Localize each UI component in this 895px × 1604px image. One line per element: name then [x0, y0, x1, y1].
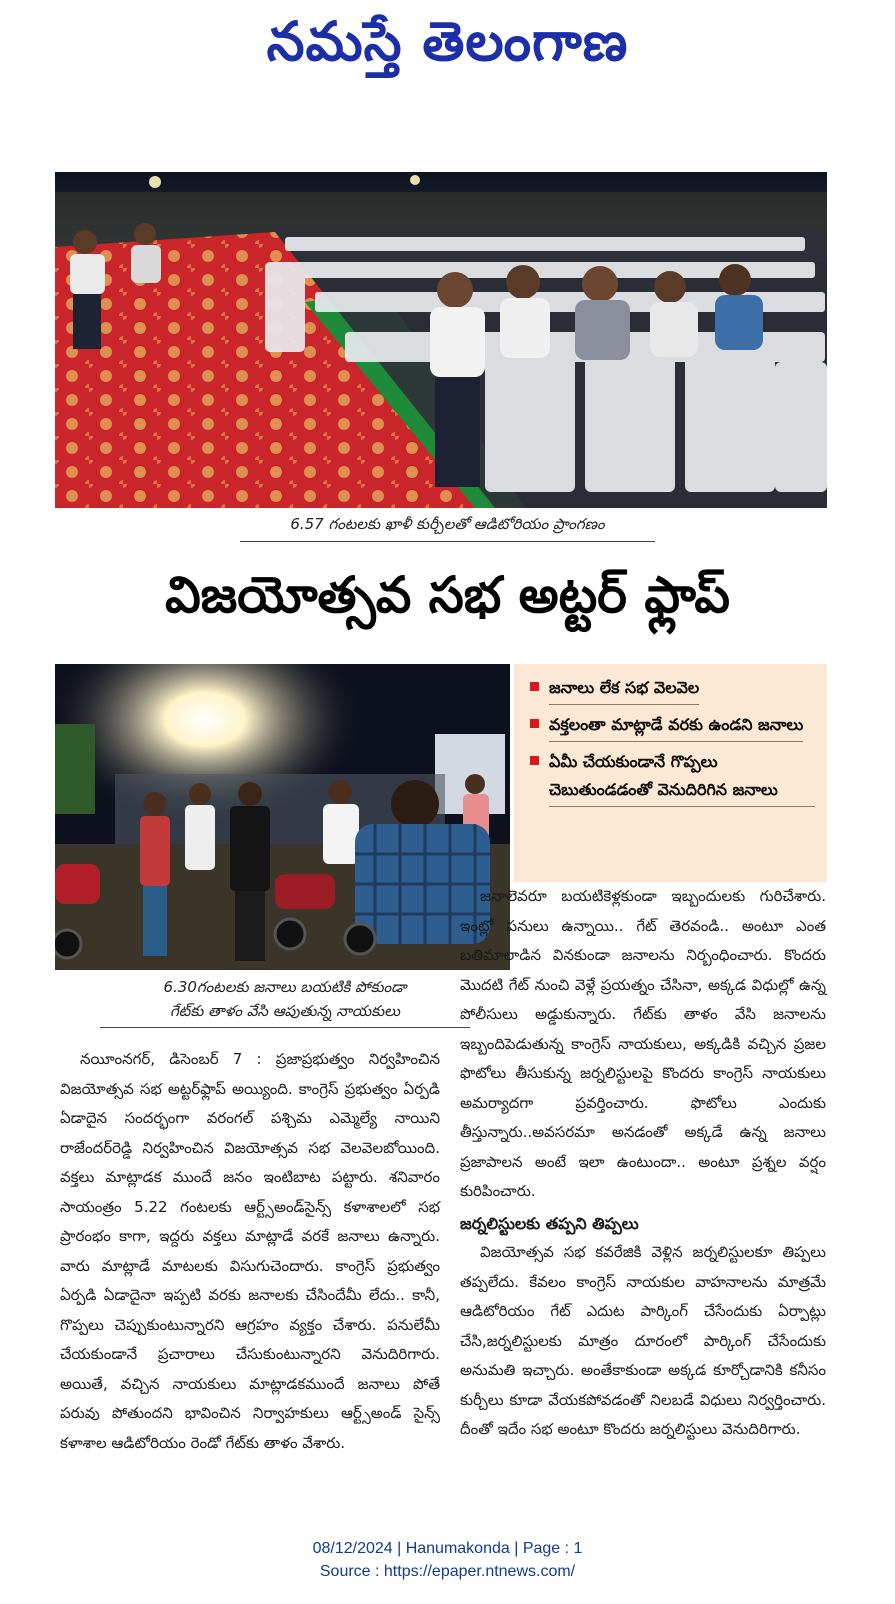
highlight-text: వక్తలంతా మాట్లాడే వరకు ఉండని జనాలు — [549, 711, 803, 742]
article-left-column — [60, 1045, 440, 1458]
article-paragraph: జనాలెవరూ బయటికెళ్లకుండా ఇబ్బందులకు గురిచేశారు. ఇంట్లో పనులు ఉన్నాయి.. గేట్ తెరవండి.. అంటూ ఎంత బతిమాలాడిన వినకుండా జనాలను నిర్బంధించారు. కొందరు మొదటి గేట్ నుంచి వెళ్లే ప్రయత్నం చేసినా, అక్కడ విధుల్లో ఉన్న పోలీసులు అడ్డుకున్నారు. గేట్‌కు తాళం వేసి జనాలను ఇబ్బందిపెడుతున్న కాంగ్రెస్ నాయకులు, అక్కడికి వచ్చిన ప్రజల ఫొటోలు తీసుకున్న జర్నలిస్టులపై కొందరు కాంగ్రెస్ నాయకులు అమర్యాదగా ప్రవర్తించారు. ఫొటోలు ఎందుకు తీస్తున్నారు..అవసరమా అనడంతో అక్కడే ఉన్న జనాలు ప్రజాపాలన అంటే ఇలా ఉంటుందా.. అంటూ ప్రశ్నల వర్షం కురిపించారు. — [460, 887, 826, 1200]
bullet-icon — [530, 719, 539, 728]
photo-gate-locked — [55, 664, 510, 970]
photo2-caption-line2: గేట్‌కు తాళం వేసి ఆపుతున్న నాయకులు — [170, 1002, 400, 1020]
masthead-title: నమస్తే తెలంగాణ — [266, 10, 629, 73]
highlight-text: జనాలు లేక సభ వెలవెల — [549, 674, 699, 705]
article-right-column — [460, 882, 826, 1445]
photo2-caption — [100, 975, 470, 1028]
bullet-icon — [530, 682, 539, 691]
article-paragraph: విజయోత్సవ సభ కవరేజికి వెళ్లిన జర్నలిస్టులకూ తిప్పలు తప్పలేదు. కేవలం కాంగ్రెస్ నాయకుల వాహనాలను మాత్రమే ఆడిటోరియం గేట్ ఎదుట పార్కింగ్ చేసేందుకు ఏర్పాట్లు చేసి,జర్నలిస్టులకు మాత్రం దూరంలో పార్కింగ్ చేసేందుకు అనుమతి ఇచ్చారు. అంతేకాకుండా అక్కడ కూర్చోడానికి కనీసం కుర్చీలు కూడా వేయకపోవడంతో నిలబడే విధులు నిర్వర్తించారు. దీంతో ఇదేం సభ అంటూ కొందరు జర్నలిస్టులు వెనుదిరిగారు. — [460, 1243, 826, 1438]
article-paragraph: నయీంనగర్, డిసెంబర్ 7 : ప్రజాప్రభుత్వం నిర్వహించిన విజయోత్సవ సభ అట్టర్‌ఫ్లాప్ అయ్యింది. కాంగ్రెస్ ప్రభుత్వం ఏర్పడి ఏడాదైన సందర్భంగా వరంగల్ పశ్చిమ ఎమ్మెల్యే నాయిని రాజేందర్‌రెడ్డి నిర్వహించిన విజయోత్సవ సభ వెలవెలబోయింది. వక్తలు మాట్లాడక ముందే జనం ఇంటిబాట పట్టారు. శనివారం సాయంత్రం 5.22 గంటలకు ఆర్ట్స్‌అండ్‌సైన్స్ కళాశాలలో సభ ప్రారంభం కాగా, ఇద్దరు వక్తలు మాట్లాడే వరకే జనాలు ఉన్నారు. వారు మాట్లాడే మాటలకు విసుగుచెందారు. కాంగ్రెస్ ప్రభుత్వం ఏర్పడి ఏడాదైనా ఇప్పటి వరకు జనాలకు చేసిందేమీ లేదు.. కానీ, గొప్పలు చెప్పుకుంటున్నారని ఆగ్రహం వ్యక్తం చేశారు. పనులేమీ చేయకుండానే ప్రచారాలు చేసుకుంటున్నారని వెనుదిరిగారు. అయితే, వచ్చిన నాయకులు మాట్లాడకముందే జనాలు పోతే పరువు పోతుందని భావించిన నిర్వాహకులు ఆర్ట్స్‌అండ్ సైన్స్ కళాశాల ఆడిటోరియం రెండో గేట్‌కు తాళం వేశారు. — [60, 1050, 440, 1452]
photo-gate-locked-art — [55, 664, 510, 970]
photo-empty-chairs — [55, 172, 827, 508]
footer-source: Source : https://epaper.ntnews.com/ — [319, 1563, 576, 1580]
photo-empty-chairs-art — [55, 172, 827, 508]
photo1-caption: 6.57 గంటలకు ఖాళీ కుర్చీలతో ఆడిటోరియం ప్రాంగణం — [240, 515, 655, 542]
highlight-item — [530, 674, 815, 705]
footer-date-edition: 08/12/2024 | Hanumakonda | Page : 1 — [312, 1540, 583, 1557]
highlight-item — [530, 748, 815, 807]
highlight-text: ఏమీ చేయకుండానే గొప్పలు చెబుతుండడంతో వెనుదిరిగిన జనాలు — [549, 748, 815, 807]
highlight-item — [530, 711, 815, 742]
photo2-caption-line1: 6.30గంటలకు జనాలు బయటికి పోకుండా — [163, 978, 407, 996]
bullet-icon — [530, 756, 539, 765]
highlights-box — [514, 664, 827, 882]
headline: విజయోత్సవ సభ అట్టర్ ఫ్లాప్ — [165, 566, 730, 624]
article-subhead: జర్నలిస్టులకు తప్పని తిప్పలు — [460, 1213, 639, 1233]
